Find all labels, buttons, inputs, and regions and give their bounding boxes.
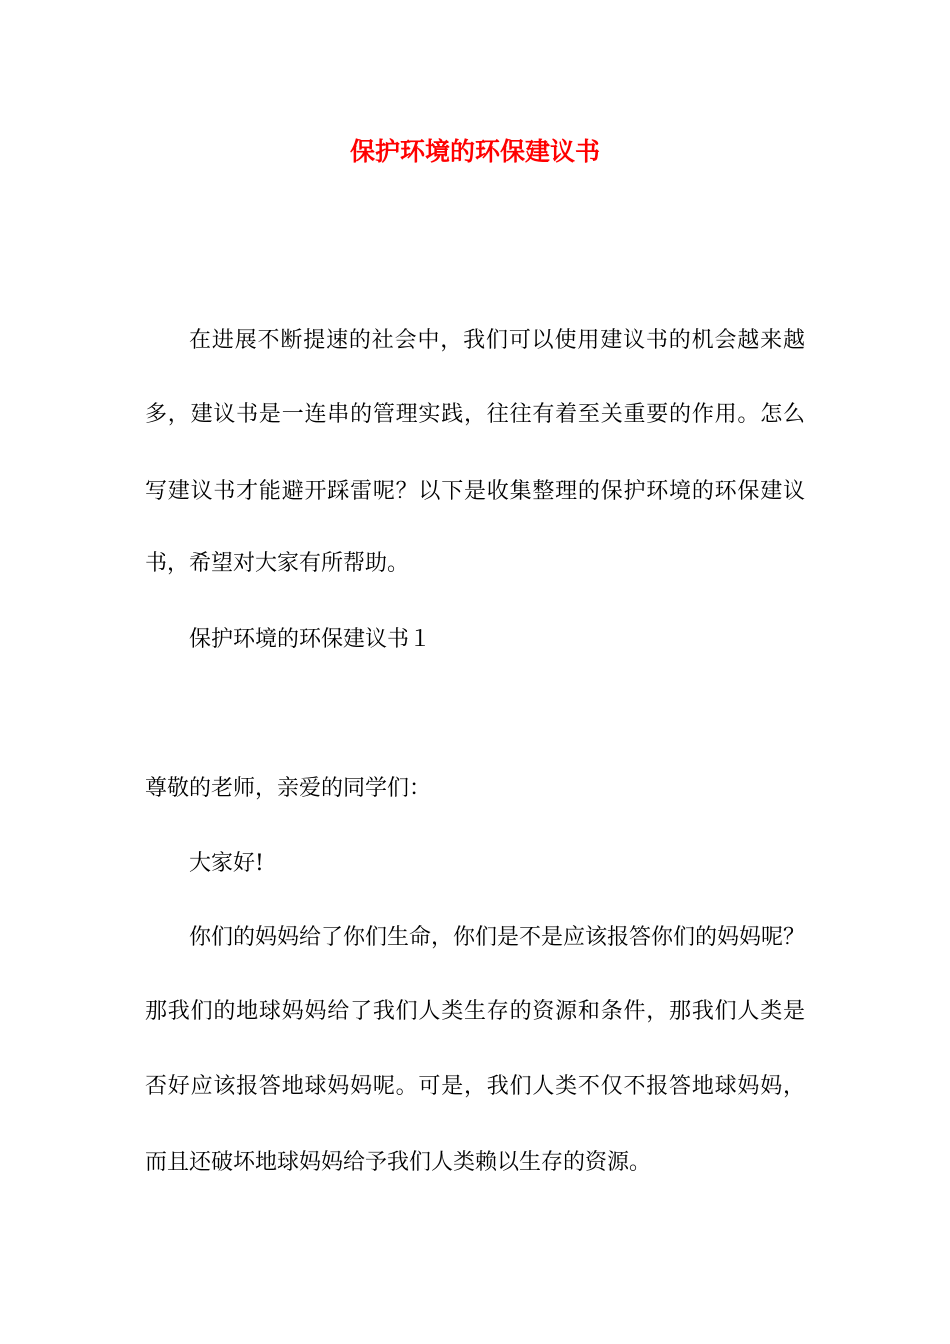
greeting: 大家好! xyxy=(189,851,264,876)
section-heading: 保护环境的环保建议书１ xyxy=(189,627,432,652)
salutation: 尊敬的老师，亲爱的同学们： xyxy=(145,776,432,801)
body-line-3: 否好应该报答地球妈妈呢。可是，我们人类不仅不报答地球妈妈， xyxy=(145,1074,805,1099)
intro-line-3: 写建议书才能避开踩雷呢？以下是收集整理的保护环境的环保建议 xyxy=(145,479,805,504)
body-line-1: 你们的妈妈给了你们生命，你们是不是应该报答你们的妈妈呢？ xyxy=(189,925,806,950)
body-line-2: 那我们的地球妈妈给了我们人类生存的资源和条件，那我们人类是 xyxy=(145,999,805,1024)
document-title: 保护环境的环保建议书 xyxy=(349,137,600,166)
intro-line-2: 多，建议书是一连串的管理实践，往往有着至关重要的作用。怎么 xyxy=(145,402,805,427)
body-line-4: 而且还破坏地球妈妈给予我们人类赖以生存的资源。 xyxy=(145,1150,652,1175)
intro-line-1: 在进展不断提速的社会中，我们可以使用建议书的机会越来越 xyxy=(189,328,805,353)
intro-line-4: 书，希望对大家有所帮助。 xyxy=(145,551,410,576)
